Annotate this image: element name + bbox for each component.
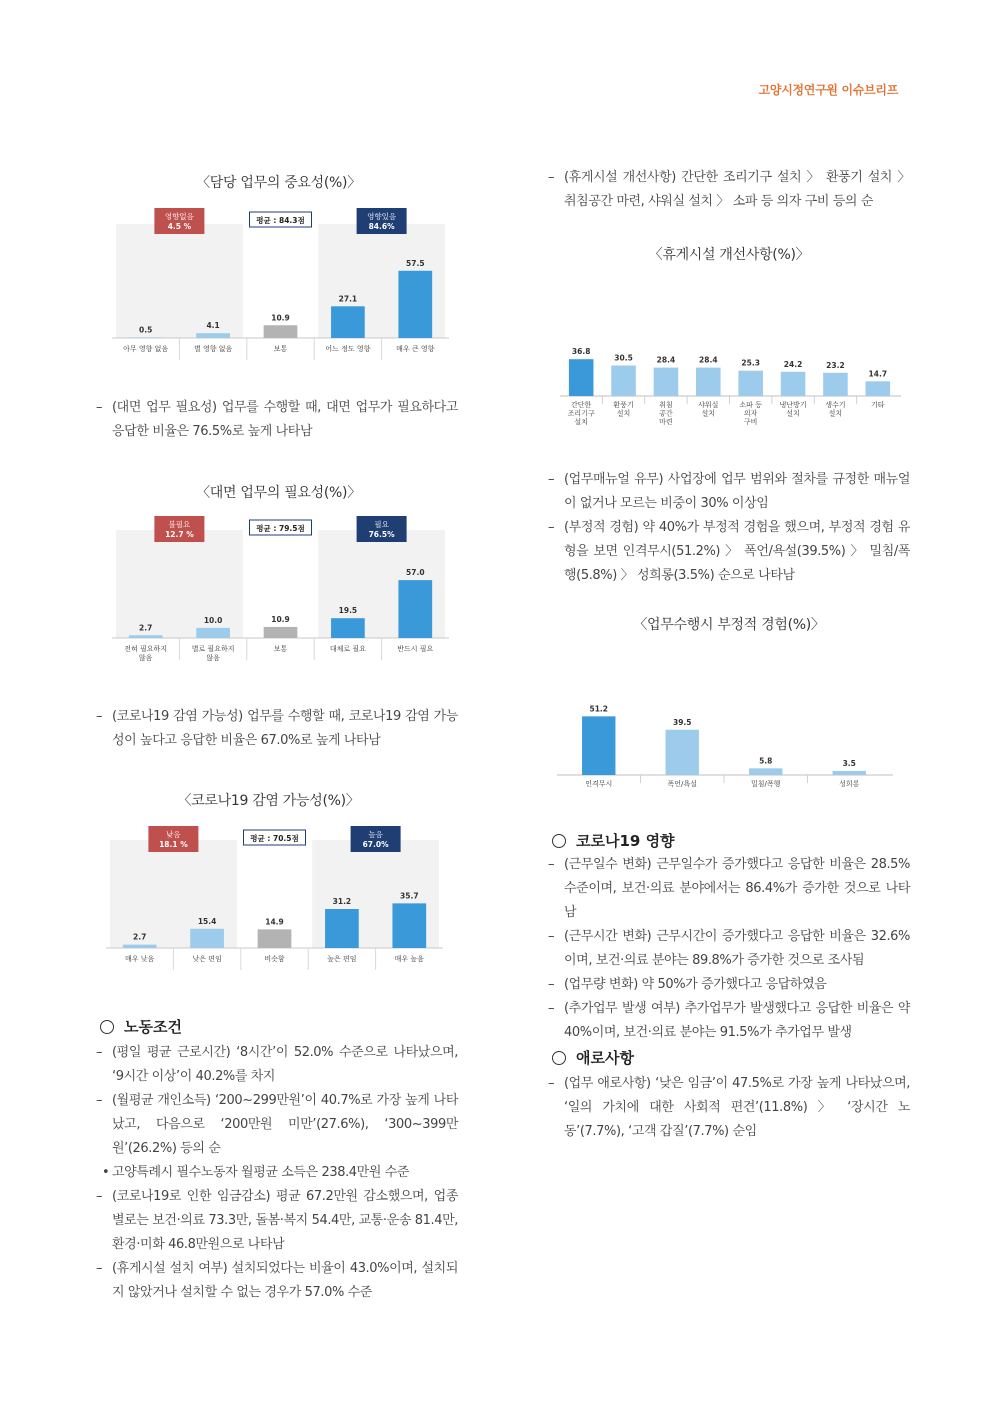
chart-importance bbox=[108, 202, 453, 362]
labor-item: • 고양특례시 필수노동자 월평균 소득은 238.4만원 수준 bbox=[96, 1161, 458, 1185]
bar bbox=[129, 635, 163, 638]
category-label: 설치 bbox=[786, 409, 800, 418]
category-label: 폭언/욕설 bbox=[667, 780, 697, 788]
group-badge-value: 76.5% bbox=[368, 530, 395, 539]
data-label: 57.5 bbox=[406, 258, 425, 268]
data-label: 0.5 bbox=[139, 325, 153, 335]
section-difficulties bbox=[552, 1047, 634, 1068]
category-label: 보통 bbox=[273, 645, 288, 653]
chart-restroom bbox=[558, 330, 903, 440]
category-label: 공간 bbox=[659, 409, 673, 418]
bar bbox=[781, 372, 806, 396]
bar bbox=[196, 333, 230, 338]
data-label: 2.7 bbox=[139, 623, 153, 633]
bar bbox=[325, 909, 359, 948]
difficulties-item: – (업무 애로사항) ‘낮은 임금’이 47.5%로 가장 높게 나타났으며, ‘일의 가치에 대한 사회적 편견’(11.8%) 〉 ‘장시간 노동’(7.7%), ‘고객 갑질’(7.7%) 순임 bbox=[548, 1072, 910, 1144]
category-label: 생수기 bbox=[825, 401, 846, 409]
data-label: 30.5 bbox=[614, 353, 633, 363]
category-label: 높은 편임 bbox=[327, 955, 357, 963]
data-label: 19.5 bbox=[338, 606, 358, 616]
category-label: 성희롱 bbox=[839, 780, 860, 788]
data-label: 10.9 bbox=[271, 614, 290, 624]
group-badge-label: 영향있음 bbox=[367, 212, 397, 221]
bar bbox=[833, 771, 866, 775]
bar bbox=[696, 368, 721, 396]
circle-icon bbox=[100, 1020, 114, 1034]
circle-icon bbox=[552, 834, 566, 848]
category-label: 인격무시 bbox=[585, 780, 613, 788]
para-item: – (휴게시설 개선사항) 간단한 조리기구 설치 〉 환풍기 설치 〉 취침공간 마련, 샤워실 설치 〉 소파 등 의자 구비 등의 순 bbox=[548, 166, 910, 214]
data-label: 23.2 bbox=[826, 360, 845, 370]
group-badge-value: 67.0% bbox=[362, 840, 389, 849]
bar bbox=[264, 325, 298, 338]
bar bbox=[331, 306, 365, 338]
category-label: 않음 bbox=[138, 654, 153, 662]
chart-title-face: 〈대면 업무의 필요성(%)〉 bbox=[196, 485, 361, 501]
difficulties-list bbox=[548, 1072, 910, 1144]
bar bbox=[569, 359, 594, 396]
data-label: 27.1 bbox=[338, 294, 358, 304]
group-badge-value: 18.1 % bbox=[159, 840, 188, 849]
data-label: 31.2 bbox=[332, 897, 352, 906]
category-label: 낮은 편임 bbox=[192, 955, 222, 963]
labor-item: – (평일 평균 근로시간) ‘8시간’이 52.0% 수준으로 나타났으며, ‘9시간 이상’이 40.2%를 차지 bbox=[96, 1041, 458, 1089]
category-label: 않음 bbox=[206, 654, 220, 662]
header-title: 고양시정연구원 이슈브리프 bbox=[758, 83, 898, 97]
bar bbox=[582, 716, 615, 775]
category-label: 조리기구 bbox=[567, 409, 595, 418]
chart-covid bbox=[102, 822, 447, 972]
category-label: 비슷함 bbox=[264, 955, 285, 963]
bar bbox=[666, 730, 699, 775]
group-badge-label: 필요 bbox=[374, 520, 389, 529]
section-difficulties-heading: 애로사항 bbox=[576, 1049, 634, 1067]
category-label: 취침 bbox=[659, 401, 673, 409]
category-label: 의자 bbox=[743, 409, 758, 418]
covid-impact-item: – (추가업무 발생 여부) 추가업무가 발생했다고 응답한 비율은 약 40%이며, 보건·의료 분야는 91.5%가 추가업무 발생 bbox=[548, 997, 910, 1045]
group-badge-label: 높음 bbox=[368, 830, 383, 839]
section-covid-impact bbox=[552, 830, 675, 851]
chart-title-negative: 〈업무수행시 부정적 경험(%)〉 bbox=[633, 617, 825, 633]
panel-left bbox=[116, 224, 243, 338]
category-label: 별 영향 없음 bbox=[193, 345, 233, 353]
category-label: 간단한 bbox=[571, 401, 592, 409]
category-label: 보통 bbox=[273, 345, 288, 353]
chart-title-covid: 〈코로나19 감염 가능성(%)〉 bbox=[177, 793, 360, 809]
para-item: – (업무매뉴얼 유무) 사업장에 업무 범위와 절차를 규정한 매뉴얼이 없거나 모르는 비중이 30% 이상임 bbox=[548, 468, 910, 516]
data-label: 5.8 bbox=[759, 756, 773, 766]
section-covid-impact-heading: 코로나19 영향 bbox=[576, 832, 675, 850]
section-labor-heading: 노동조건 bbox=[124, 1018, 182, 1036]
data-label: 3.5 bbox=[842, 758, 856, 768]
bar bbox=[866, 381, 891, 396]
category-label: 별로 필요하지 bbox=[191, 645, 235, 653]
category-label: 아무 영향 없음 bbox=[123, 345, 169, 353]
labor-item: – (코로나19로 인한 임금감소) 평균 67.2만원 감소했으며, 업종별로는 보건·의료 73.3만, 돌봄·복지 54.4만, 교통·운송 81.4만, 환경·미화 46.8만원으로 나타남 bbox=[96, 1185, 458, 1257]
chart-negative bbox=[555, 692, 895, 802]
average-badge-label: 평균 : 70.5점 bbox=[250, 834, 299, 843]
category-label: 설치 bbox=[828, 409, 843, 418]
data-label: 57.0 bbox=[406, 568, 425, 578]
data-label: 24.2 bbox=[783, 359, 803, 369]
bar bbox=[258, 929, 292, 948]
data-label: 28.4 bbox=[656, 355, 676, 365]
category-label: 설치 bbox=[574, 418, 588, 426]
data-label: 2.7 bbox=[133, 932, 147, 942]
covid-impact-item: – (업무량 변화) 약 50%가 증가했다고 응답하였음 bbox=[548, 973, 910, 997]
bar bbox=[823, 373, 848, 396]
category-label: 소파 등 bbox=[739, 401, 762, 409]
covid-impact-list bbox=[548, 853, 910, 1045]
labor-list bbox=[96, 1041, 458, 1305]
para-manual-negative bbox=[548, 468, 910, 588]
bar bbox=[196, 628, 230, 638]
data-label: 15.4 bbox=[197, 916, 217, 926]
category-label: 매우 큰 영향 bbox=[396, 345, 435, 353]
data-label: 10.0 bbox=[203, 615, 223, 625]
chart-title-importance: 〈담당 업무의 중요성(%)〉 bbox=[196, 175, 361, 191]
category-label: 매우 낮음 bbox=[125, 955, 155, 963]
bar bbox=[749, 768, 782, 775]
group-badge-value: 4.5 % bbox=[167, 222, 192, 231]
group-badge-value: 12.7 % bbox=[165, 530, 194, 539]
data-label: 10.9 bbox=[271, 313, 290, 323]
data-label: 4.1 bbox=[206, 321, 220, 331]
bar bbox=[392, 903, 426, 948]
group-badge-label: 낮음 bbox=[166, 830, 181, 839]
data-label: 25.3 bbox=[741, 358, 760, 368]
bar bbox=[398, 580, 432, 638]
group-badge-value: 84.6% bbox=[368, 222, 395, 231]
circle-icon bbox=[552, 1051, 566, 1065]
category-label: 환풍기 bbox=[613, 401, 634, 409]
group-badge-label: 불필요 bbox=[168, 520, 191, 529]
para-restroom bbox=[548, 166, 910, 214]
category-label: 밀침/폭행 bbox=[751, 780, 781, 788]
category-label: 구비 bbox=[743, 418, 758, 426]
bar bbox=[264, 627, 298, 638]
category-label: 대체로 필요 bbox=[329, 645, 366, 653]
chart-face-to-face bbox=[108, 512, 453, 672]
data-label: 51.2 bbox=[589, 704, 609, 714]
category-label: 설치 bbox=[616, 409, 631, 418]
category-label: 설치 bbox=[701, 409, 716, 418]
para-item: – (부정적 경험) 약 40%가 부정적 경험을 했으며, 부정적 경험 유형을 보면 인격무시(51.2%) 〉 폭언/욕설(39.5%) 〉 밀침/폭행(5.8%) 〉 성희롱(3.5%) 순으로 나타남 bbox=[548, 516, 910, 588]
covid-impact-item: – (근무일수 변화) 근무일수가 증가했다고 응답한 비율은 28.5% 수준이며, 보건·의료 분야에서는 86.4%가 증가한 것으로 나타남 bbox=[548, 853, 910, 925]
bar bbox=[654, 368, 679, 396]
labor-item: – (월평균 개인소득) ‘200~299만원’이 40.7%로 가장 높게 나타났고, 다음으로 ‘200만원 미만’(27.6%), ‘300~399만원’(26.2%) 등의 순 bbox=[96, 1089, 458, 1161]
category-label: 매우 높음 bbox=[394, 955, 424, 963]
bar bbox=[190, 929, 224, 948]
category-label: 반드시 필요 bbox=[397, 645, 434, 653]
data-label: 36.8 bbox=[571, 347, 591, 357]
bar bbox=[738, 371, 763, 396]
data-label: 35.7 bbox=[400, 891, 419, 901]
para-item: – (대면 업무 필요성) 업무를 수행할 때, 대면 업무가 필요하다고 응답한 비율은 76.5%로 높게 나타남 bbox=[96, 396, 458, 444]
data-label: 14.7 bbox=[868, 369, 888, 379]
bar bbox=[123, 945, 157, 948]
data-label: 28.4 bbox=[699, 355, 718, 365]
category-label: 기타 bbox=[871, 401, 885, 409]
category-label: 샤워실 bbox=[698, 401, 719, 409]
data-label: 39.5 bbox=[672, 717, 692, 727]
bar bbox=[398, 271, 432, 338]
category-label: 전혀 필요하지 bbox=[124, 645, 168, 653]
para-face-need bbox=[96, 396, 458, 444]
chart-title-restroom: 〈휴게시설 개선사항(%)〉 bbox=[648, 247, 810, 263]
group-badge-label: 영향없음 bbox=[164, 212, 194, 221]
category-label: 냉난방기 bbox=[779, 401, 807, 409]
bar bbox=[611, 366, 636, 397]
panel-left bbox=[116, 530, 243, 638]
para-covid-risk bbox=[96, 705, 458, 753]
category-label: 마련 bbox=[659, 418, 673, 426]
para-item: – (코로나19 감염 가능성) 업무를 수행할 때, 코로나19 감염 가능성이 높다고 응답한 비율은 67.0%로 높게 나타남 bbox=[96, 705, 458, 753]
average-badge-label: 평균 : 79.5점 bbox=[256, 524, 305, 533]
section-labor bbox=[100, 1016, 182, 1037]
labor-item: – (휴게시설 설치 여부) 설치되었다는 비율이 43.0%이며, 설치되지 않았거나 설치할 수 없는 경우가 57.0% 수준 bbox=[96, 1257, 458, 1305]
bar bbox=[331, 618, 365, 638]
bar bbox=[129, 337, 163, 338]
category-label: 어느 정도 영향 bbox=[325, 345, 371, 353]
average-badge-label: 평균 : 84.3점 bbox=[256, 216, 305, 225]
data-label: 14.9 bbox=[265, 917, 284, 927]
covid-impact-item: – (근무시간 변화) 근무시간이 증가했다고 응답한 비율은 32.6%이며, 보건·의료 분야는 89.8%가 증가한 것으로 조사됨 bbox=[548, 925, 910, 973]
